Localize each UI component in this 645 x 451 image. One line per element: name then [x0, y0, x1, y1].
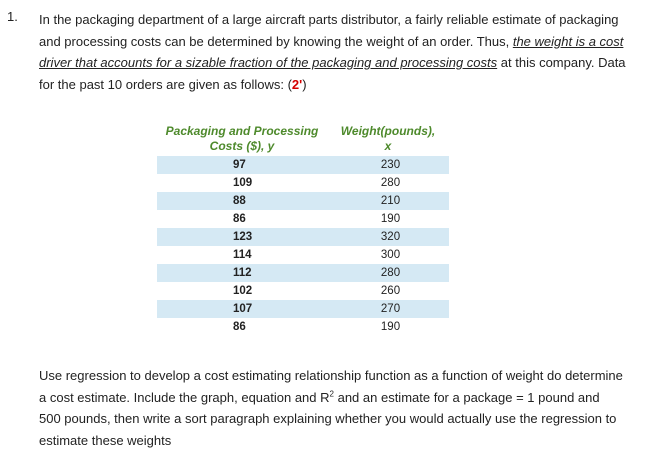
weight-cell: 190	[380, 321, 401, 333]
task-text	[39, 365, 624, 451]
task-part1: Use regression to develop a cost estimating relationship function as a function of weight do determine a cost estimate. Include the graph, equation and R	[39, 368, 623, 405]
weight-cell: 270	[380, 303, 401, 315]
weight-cell: 190	[380, 213, 401, 225]
col-weight-header-line1: Weight(pounds),	[340, 124, 436, 138]
points-label: 2'	[291, 76, 303, 92]
cost-cell: 107	[233, 303, 253, 315]
table-row	[157, 192, 449, 210]
r-squared-sup: 2	[329, 389, 334, 399]
question-number: 1.	[7, 9, 18, 24]
cost-cell: 86	[233, 321, 246, 333]
cost-cell: 102	[233, 285, 253, 297]
cost-cell: 88	[233, 195, 246, 207]
table-row	[157, 318, 449, 336]
weight-cell: 260	[380, 285, 401, 297]
data-table	[157, 124, 449, 336]
weight-cell: 210	[380, 195, 401, 207]
table-row	[157, 228, 449, 246]
cost-cell: 114	[233, 249, 252, 261]
question-text	[39, 9, 631, 95]
table-row	[157, 300, 449, 318]
question-underlined: the weight is a cost driver that accounts for a sizable fraction of the packaging and processing costs	[39, 33, 624, 70]
weight-cell: 300	[380, 249, 401, 261]
table-row	[157, 264, 449, 282]
table-header	[157, 124, 449, 154]
cost-cell: 86	[233, 213, 246, 225]
weight-cell: 280	[380, 177, 401, 189]
cost-cell: 97	[233, 159, 246, 171]
table-row	[157, 210, 449, 228]
col-weight-header	[327, 124, 449, 154]
table-row	[157, 246, 449, 264]
question-after: at this company. Data for the past 10 orders are given as follows: (	[39, 55, 626, 92]
task-part2: and an estimate for a package = 1 pound and 500 pounds, then write a sort paragraph explaining whether you would actually use the regression to estimate these weights	[39, 389, 617, 448]
weight-cell: 230	[380, 159, 401, 171]
weight-cell: 320	[380, 231, 401, 243]
table-row	[157, 282, 449, 300]
cost-cell: 109	[233, 177, 253, 189]
question-intro: In the packaging department of a large aircraft parts distributor, a fairly reliable estimate of packaging and processing costs can be determined by knowing the weight of an order. Thus,	[39, 12, 619, 49]
weight-cell: 280	[380, 267, 401, 279]
table-body	[157, 156, 449, 336]
table-row	[157, 156, 449, 174]
cost-cell: 123	[233, 231, 253, 243]
cost-cell: 112	[233, 267, 252, 279]
question-close: )	[302, 76, 307, 92]
table-row	[157, 174, 449, 192]
col-cost-header: Packaging and Processing Costs ($), y	[165, 124, 319, 153]
col-weight-header-line2: x	[384, 139, 392, 153]
